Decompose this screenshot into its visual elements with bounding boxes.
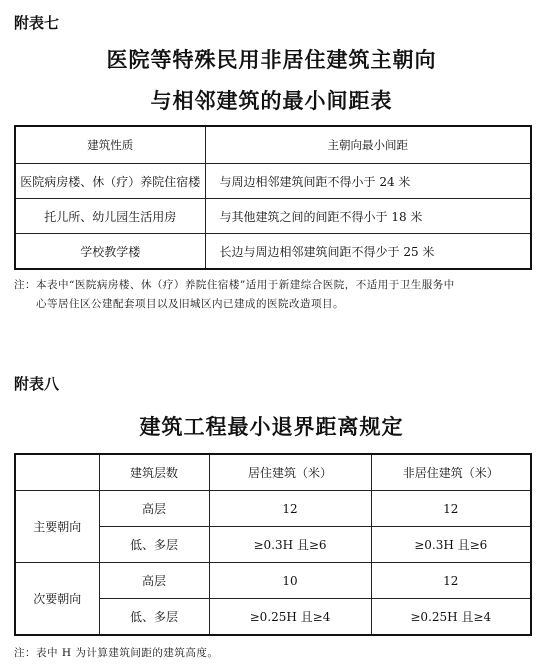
group-label: 主要朝向 <box>15 491 99 563</box>
table-row <box>15 563 531 599</box>
table-cell-building-type: 托儿所、幼儿园生活用房 <box>15 199 205 234</box>
table-row <box>15 164 531 199</box>
table-cell-floors: 低、多层 <box>99 599 209 636</box>
table-cell-floors: 高层 <box>99 491 209 527</box>
table-cell-building-type: 学校教学楼 <box>15 234 205 270</box>
appendix-8-table <box>14 453 532 636</box>
group-label: 次要朝向 <box>15 563 99 636</box>
table-cell-min-spacing: 长边与周边相邻建筑间距不得少于 25 米 <box>205 234 531 270</box>
table-cell-min-spacing: 与周边相邻建筑间距不得小于 24 米 <box>205 164 531 199</box>
appendix-7-note <box>14 276 455 314</box>
table-cell-residential: ≥0.25H 且≥4 <box>209 599 371 636</box>
table-cell-non-residential: 12 <box>371 563 531 599</box>
note-line: 心等居住区公建配套项目以及旧城区内已建成的医院改造项目。 <box>36 298 344 310</box>
appendix-8-label: 附表八 <box>14 375 60 393</box>
column-header <box>15 454 99 491</box>
table-cell-building-type: 医院病房楼、休（疗）养院住宿楼 <box>15 164 205 199</box>
table-cell-residential: 10 <box>209 563 371 599</box>
table-row <box>15 491 531 527</box>
column-header: 居住建筑（米） <box>209 454 371 491</box>
column-header: 非居住建筑（米） <box>371 454 531 491</box>
table-cell-min-spacing: 与其他建筑之间的间距不得小于 18 米 <box>205 199 531 234</box>
table-cell-floors: 低、多层 <box>99 527 209 563</box>
table-cell-non-residential: 12 <box>371 491 531 527</box>
appendix-7-title-line-2: 与相邻建筑的最小间距表 <box>150 88 393 113</box>
appendix-8-note: 注：表中 H 为计算建筑间距的建筑高度。 <box>14 647 219 659</box>
note-line: 注：本表中“医院病房楼、休（疗）养院住宿楼”适用于新建综合医院，不适用于卫生服务中 <box>14 279 455 291</box>
table-header-row <box>15 454 531 491</box>
table-cell-floors: 高层 <box>99 563 209 599</box>
table-cell-non-residential: ≥0.3H 且≥6 <box>371 527 531 563</box>
column-header: 主朝向最小间距 <box>205 126 531 164</box>
appendix-7-table <box>14 125 532 270</box>
column-header: 建筑层数 <box>99 454 209 491</box>
appendix-7-title-line-1: 医院等特殊民用非居住建筑主朝向 <box>106 47 437 72</box>
table-header-row <box>15 126 531 164</box>
table-cell-non-residential: ≥0.25H 且≥4 <box>371 599 531 636</box>
table-row <box>15 199 531 234</box>
appendix-8-title: 建筑工程最小退界距离规定 <box>139 414 404 439</box>
appendix-7-label: 附表七 <box>14 14 60 32</box>
table-cell-residential: ≥0.3H 且≥6 <box>209 527 371 563</box>
column-header: 建筑性质 <box>15 126 205 164</box>
table-row <box>15 234 531 270</box>
table-cell-residential: 12 <box>209 491 371 527</box>
